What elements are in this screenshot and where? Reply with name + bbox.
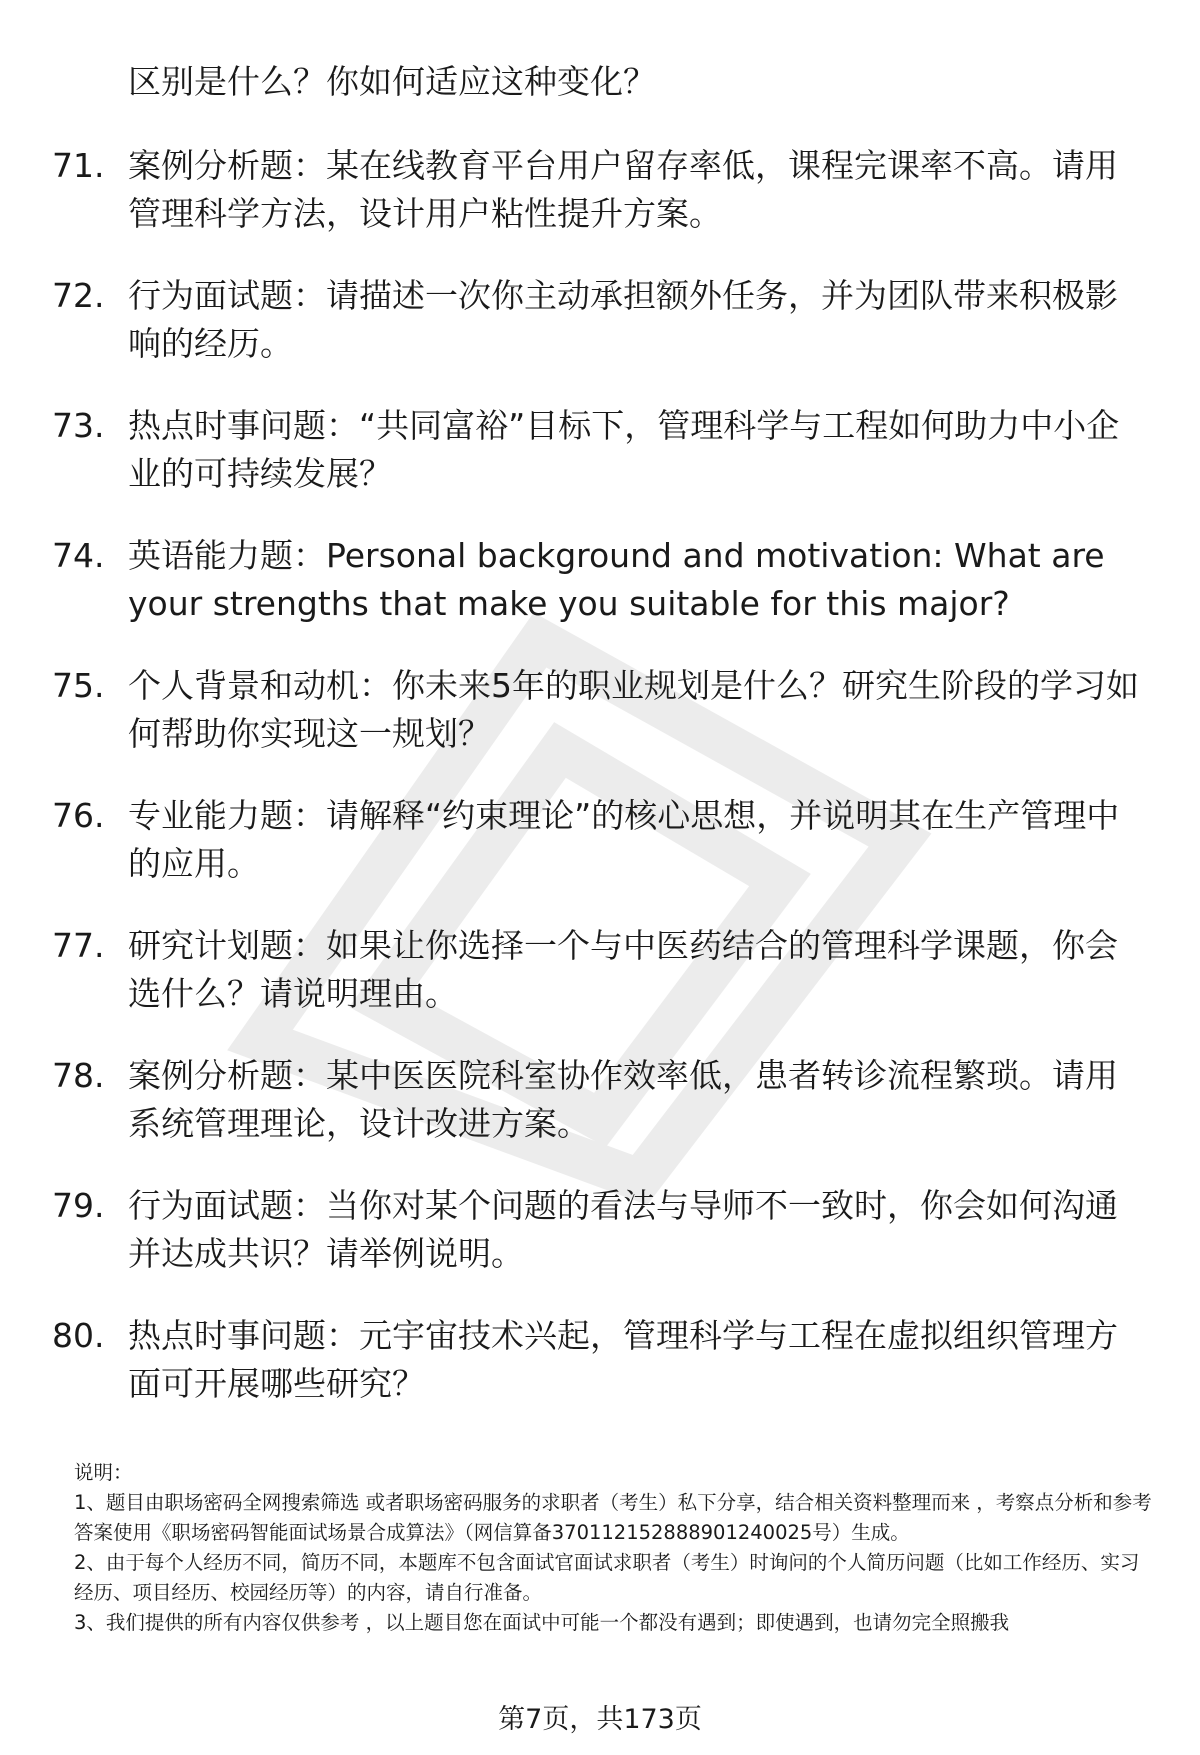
notes-item-2: 2、由于每个人经历不同，简历不同，本题库不包含面试官面试求职者（考生）时询问的个人简历问题（比如工作经历、实习经历、项目经历、校园经历等）的内容，请自行准备。 <box>74 1551 1140 1604</box>
question-item-75 <box>52 662 1162 792</box>
question-item-79 <box>52 1182 1162 1312</box>
question-number: 72. <box>52 276 105 315</box>
question-item-76 <box>52 792 1162 922</box>
question-text: 热点时事问题：元宇宙技术兴起，管理科学与工程在虚拟组织管理方面可开展哪些研究？ <box>128 1316 1118 1403</box>
question-continuation-text: 区别是什么？你如何适应这种变化？ <box>128 62 656 101</box>
question-list <box>52 142 1162 1442</box>
question-number: 76. <box>52 796 105 835</box>
question-item-77 <box>52 922 1162 1052</box>
page-number-label: 第7页，共173页 <box>498 1704 702 1735</box>
question-number: 73. <box>52 406 105 445</box>
question-item-72 <box>52 272 1162 402</box>
question-text: 个人背景和动机：你未来5年的职业规划是什么？研究生阶段的学习如何帮助你实现这一规划？ <box>128 666 1139 753</box>
page-footer <box>0 1700 1200 1740</box>
notes-heading: 说明： <box>74 1461 133 1484</box>
question-text: 研究计划题：如果让你选择一个与中医药结合的管理科学课题，你会选什么？请说明理由。 <box>128 926 1118 1013</box>
question-item-71 <box>52 142 1162 272</box>
question-number: 71. <box>52 146 105 185</box>
question-number: 79. <box>52 1186 105 1225</box>
question-number: 74. <box>52 536 105 575</box>
question-item-73 <box>52 402 1162 532</box>
question-text: 热点时事问题：“共同富裕”目标下，管理科学与工程如何助力中小企业的可持续发展？ <box>128 406 1120 493</box>
question-text: 英语能力题：Personal background and motivation: What are your strengths that make you suitable for this major? <box>128 536 1105 623</box>
question-text: 行为面试题：当你对某个问题的看法与导师不一致时，你会如何沟通并达成共识？请举例说明。 <box>128 1186 1118 1273</box>
notes-item-1: 1、题目由职场密码全网搜索筛选 或者职场密码服务的求职者（考生）私下分享，结合相关资料整理而来 ，考察点分析和参考答案使用《职场密码智能面试场景合成算法》（网信算备370112152888901240025号）生成。 <box>74 1491 1152 1544</box>
question-number: 77. <box>52 926 105 965</box>
question-text: 案例分析题：某中医医院科室协作效率低，患者转诊流程繁琐。请用系统管理理论，设计改进方案。 <box>128 1056 1118 1143</box>
question-item-74 <box>52 532 1162 662</box>
question-item-80 <box>52 1312 1162 1442</box>
question-number: 78. <box>52 1056 105 1095</box>
question-number: 80. <box>52 1316 105 1355</box>
question-text: 专业能力题：请解释“约束理论”的核心思想，并说明其在生产管理中的应用。 <box>128 796 1120 883</box>
question-item-78 <box>52 1052 1162 1182</box>
question-text: 行为面试题：请描述一次你主动承担额外任务，并为团队带来积极影响的经历。 <box>128 276 1118 363</box>
notes-section <box>74 1458 1154 1638</box>
notes-item-3: 3、我们提供的所有内容仅供参考 ，以上题目您在面试中可能一个都没有遇到；即使遇到，也请勿完全照搬我 <box>74 1611 1010 1634</box>
question-text: 案例分析题：某在线教育平台用户留存率低，课程完课率不高。请用管理科学方法，设计用户粘性提升方案。 <box>128 146 1118 233</box>
question-number: 75. <box>52 666 105 705</box>
